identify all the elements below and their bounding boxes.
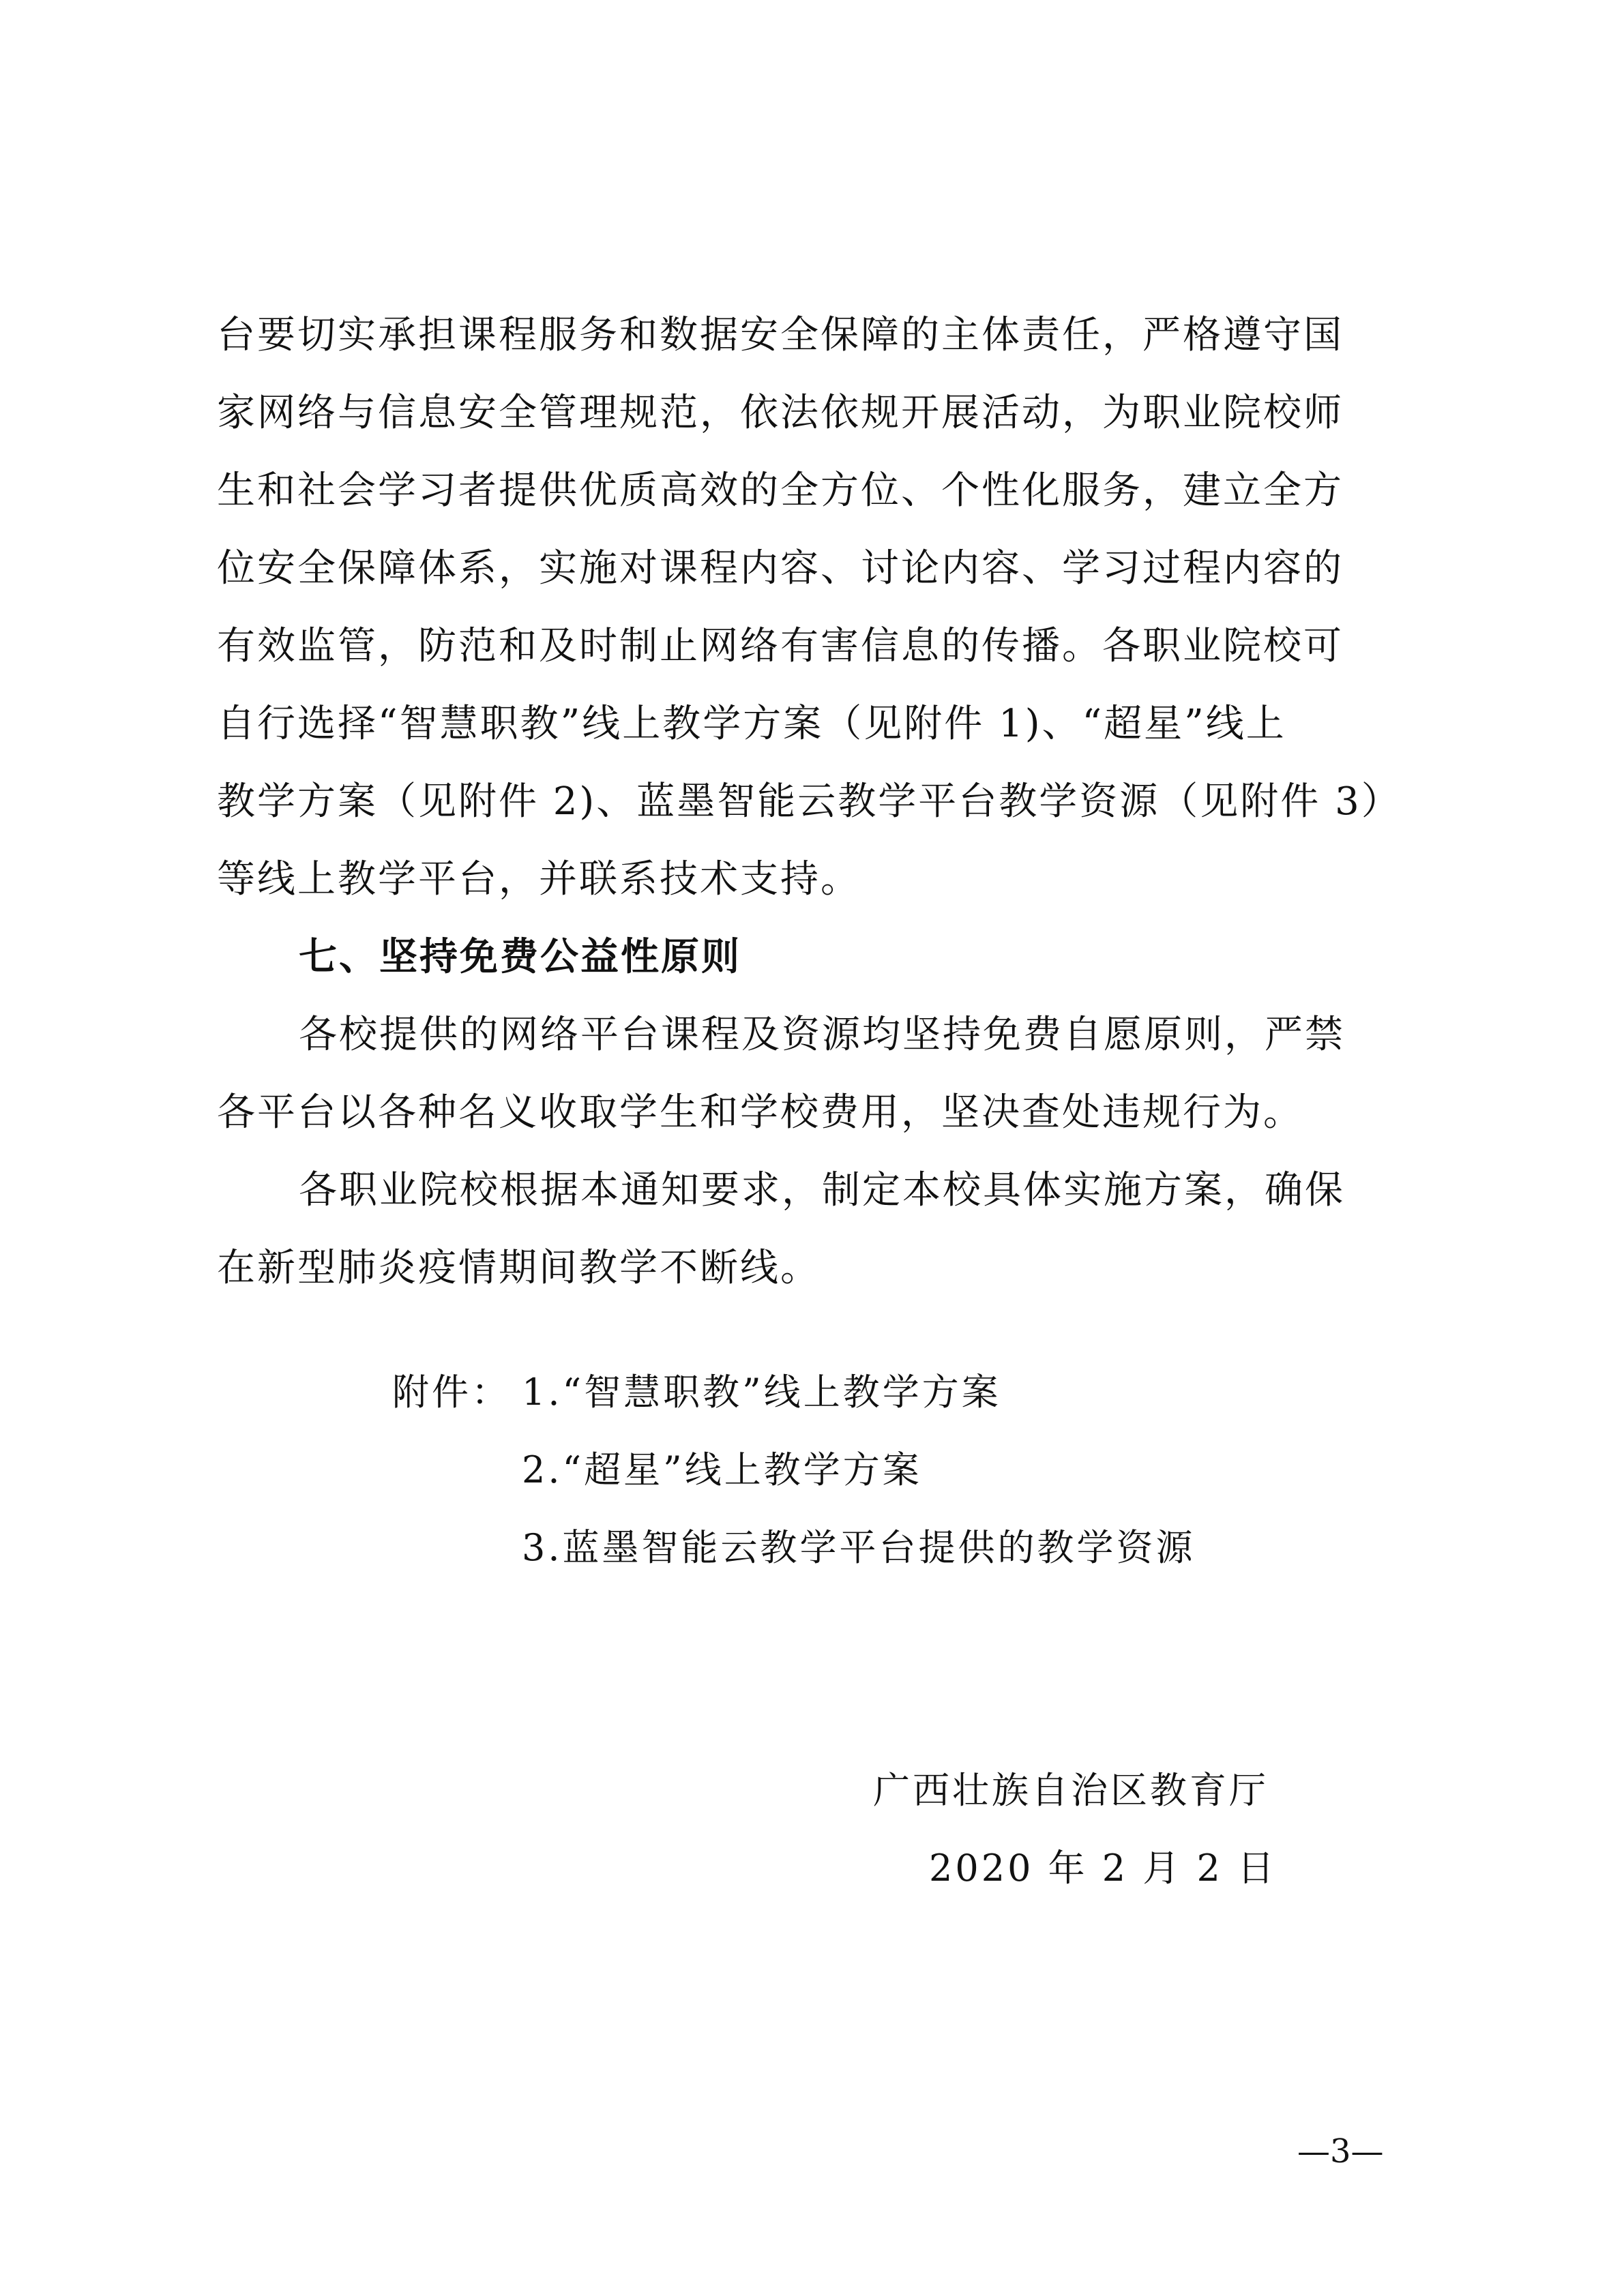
body-line: 教学方案（见附件 2)、蓝墨智能云教学平台教学资源（见附件 3） — [217, 779, 1402, 824]
body-line: 台要切实承担课程服务和数据安全保障的主体责任，严格遵守国 — [217, 313, 1344, 357]
body-line: 各校提供的网络平台课程及资源均坚持免费自愿原则，严禁 — [299, 1013, 1345, 1057]
body-line: 位安全保障体系，实施对课程内容、讨论内容、学习过程内容的 — [217, 546, 1344, 591]
body-line: 家网络与信息安全管理规范，依法依规开展活动，为职业院校师 — [217, 391, 1344, 435]
attachments-label: 附件： — [392, 1371, 511, 1414]
body-line: 各职业院校根据本通知要求，制定本校具体实施方案，确保 — [299, 1168, 1345, 1212]
body-line: 生和社会学习者提供优质高效的全方位、个性化服务，建立全方 — [217, 468, 1344, 513]
section-heading: 七、坚持免费公益性原则 — [299, 935, 741, 979]
body-line: 等线上教学平台，并联系技术支持。 — [217, 857, 861, 901]
attachment-item: 2.“超星”线上教学方案 — [522, 1448, 922, 1491]
body-line: 有效监管，防范和及时制止网络有害信息的传播。各职业院校可 — [217, 624, 1344, 668]
issuing-organization: 广西壮族自治区教育厅 — [873, 1769, 1269, 1812]
body-line: 各平台以各种名义收取学生和学校费用，坚决查处违规行为。 — [217, 1090, 1303, 1135]
issue-date: 2020 年 2 月 2 日 — [929, 1847, 1277, 1890]
body-line: 自行选择“智慧职教”线上教学方案（见附件 1)、“超星”线上 — [217, 702, 1286, 746]
attachment-item: 1.“智慧职教”线上教学方案 — [522, 1371, 1001, 1414]
page-number: —3— — [1297, 2132, 1384, 2171]
attachment-item: 3.蓝墨智能云教学平台提供的教学资源 — [522, 1526, 1196, 1569]
body-line: 在新型肺炎疫情期间教学不断线。 — [217, 1246, 821, 1290]
